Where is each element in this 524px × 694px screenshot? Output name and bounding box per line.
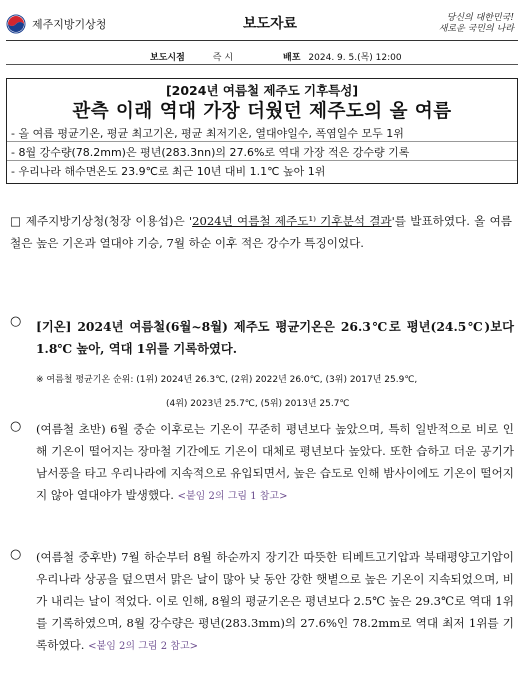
ranking-note-line-1: ※ 여름철 평균기온 순위: (1위) 2024년 26.3℃, (2위) 2022년 26.0℃, (3위) 2017년 25.9℃,	[36, 375, 418, 385]
org-logo	[6, 8, 146, 40]
release-label: 보도시점	[150, 53, 185, 63]
title-box	[6, 78, 518, 184]
early-summer-text: (여름철 초반) 6월 중순 이후로는 기온이 꾸준히 평년보다 높았으며, 특히 일반적으로 비로 인해 기온이 떨어지는 장마철 기간에도 기온이 대체로 평년보다 높았다. 또한 습하고 더운 공기가 남서풍을 타고 우리나라에 지속적으로 유입되면서, 높은 습도로 인해 밤사이에도 기온이 떨어지지 않아 열대야가 발생했다.	[36, 422, 514, 502]
ranking-note-line-2: (4위) 2023년 25.7℃, (5위) 2013년 25.7℃	[166, 399, 350, 409]
intro-text-a: 제주지방기상청(청장 이용섭)은 '	[25, 214, 193, 228]
summary-divider	[7, 141, 517, 142]
slogan-line-2: 새로운 국민의 나라	[438, 24, 514, 34]
government-emblem-icon	[6, 14, 26, 34]
release-value: 즉 시	[212, 53, 234, 63]
intro-report-title: 2024년 여름철 제주도¹⁾ 기후분석 결과	[192, 214, 392, 228]
mid-summer-paragraph	[36, 546, 514, 658]
doc-type-label: 보도자료	[242, 16, 298, 32]
distribution-label: 배포	[283, 53, 301, 63]
page-title: 관측 이래 역대 가장 더웠던 제주도의 올 여름	[72, 101, 452, 122]
ranking-note	[36, 368, 514, 416]
summary-divider	[7, 160, 517, 161]
circle-bullet: ○	[10, 419, 22, 434]
header-bar	[6, 8, 518, 41]
summary-item: - 8월 강수량(78.2mm)은 평년(283.3nn)의 27.6%로 역대 가장 적은 강수량 기록	[11, 146, 410, 159]
circle-bullet: ○	[10, 547, 22, 562]
distribution-value: 2024. 9. 5.(목) 12:00	[308, 53, 402, 63]
circle-bullet: ○	[10, 314, 22, 329]
temperature-paragraph: [기온] 2024년 여름철(6월~8월) 제주도 평균기온은 26.3℃로 평년(24.5℃)보다 1.8℃ 높아, 역대 1위를 기록하였다.	[36, 319, 514, 356]
early-summer-paragraph	[36, 418, 514, 508]
slogan-line-1: 당신의 대한민국!	[446, 13, 514, 23]
slogan	[394, 8, 518, 40]
summary-item: - 올 여름 평균기온, 평균 최고기온, 평균 최저기온, 열대야일수, 폭염일수 모두 1위	[11, 127, 404, 140]
figure-reference: <붙임 2의 그림 1 참고>	[177, 491, 288, 502]
mid-summer-text: (여름철 중후반) 7월 하순부터 8월 하순까지 장기간 따뜻한 티베트고기압과 북태평양고기압이 우리나라 상공을 덮으면서 맑은 날이 많아 낮 동안 강한 햇볕으로 높은 기온이 지속되었으며, 비가 내리는 날이 적었다. 이로 인해, 8월의 평균기온은 평년보다 2.5℃ 높은 29.3℃로 역대 1위를 기록하였으며, 8월 강수량은 평년(283.3mm)의 27.6%인 78.2mm로 역대 최저 1위를 기록하였다.	[36, 550, 514, 652]
intro-paragraph	[10, 210, 512, 254]
figure-reference: <붙임 2의 그림 2 참고>	[88, 641, 198, 652]
title-subtitle: [2024년 여름철 제주도 기후특성]	[165, 83, 359, 98]
square-bullet: □	[10, 214, 22, 228]
summary-item: - 우리나라 해수면온도 23.9℃로 최근 10년 대비 1.1℃ 높아 1위	[11, 165, 326, 178]
org-name: 제주지방기상청	[32, 18, 107, 31]
release-meta	[150, 50, 510, 63]
divider	[6, 64, 518, 65]
intro-text-b: '를 발표하였다. 올 여름철은 높은 기온과 열대야 기승, 7월 하순 이후 적은 강수가 특징이었다.	[10, 214, 513, 250]
